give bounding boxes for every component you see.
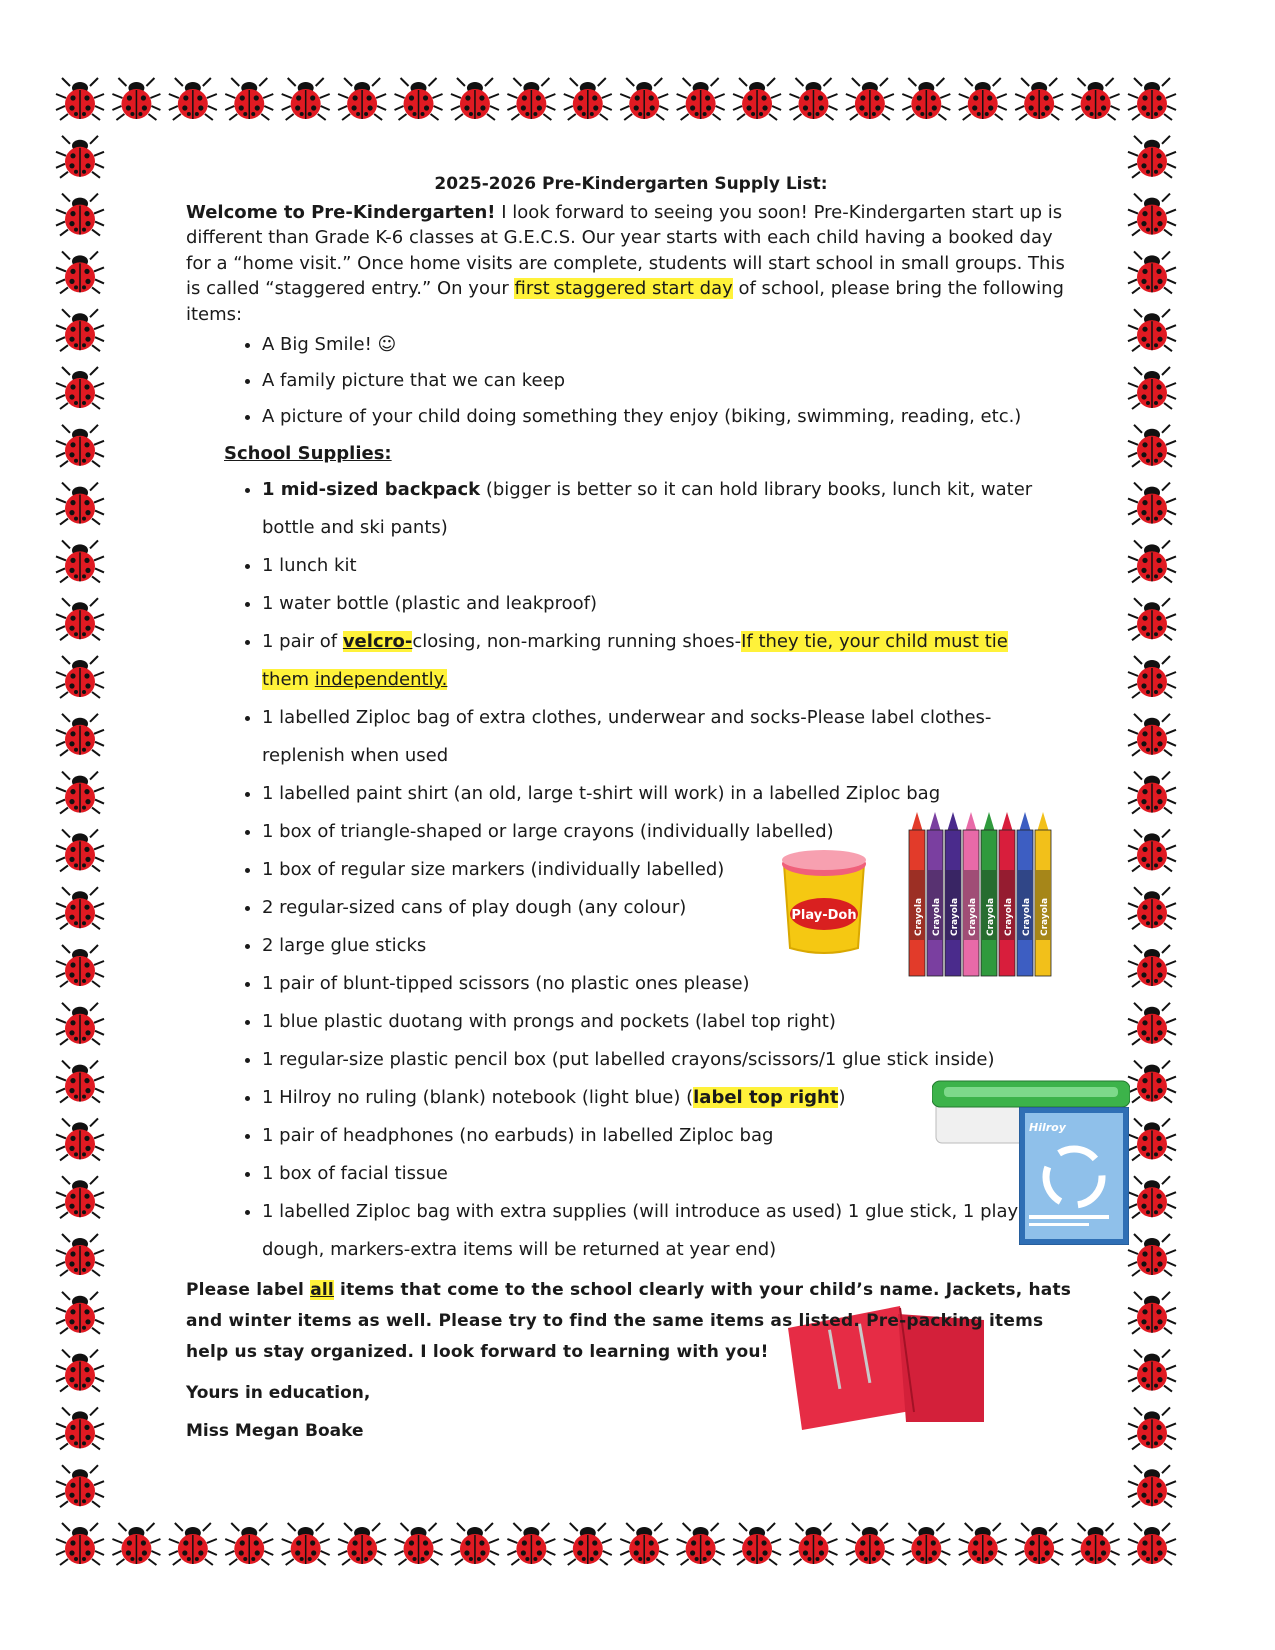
ladybug-icon <box>56 1523 104 1565</box>
ladybug-icon <box>56 1407 104 1449</box>
crayon-label: Crayola <box>1040 897 1050 936</box>
intro-paragraph <box>186 200 1076 328</box>
ladybug-icon <box>1015 78 1063 120</box>
ladybug-icon <box>1128 1407 1176 1449</box>
ladybug-icon <box>1072 1523 1120 1565</box>
ladybug-icon <box>56 425 104 467</box>
ladybug-icon <box>902 1523 950 1565</box>
school-supplies-heading: School Supplies: <box>224 443 392 464</box>
crayon-label: Crayola <box>1022 897 1032 936</box>
ladybug-icon <box>56 1003 104 1045</box>
ladybug-icon <box>1128 1061 1176 1103</box>
notebook-brand-text: Hilroy <box>1029 1121 1066 1134</box>
ladybug-icon <box>1128 309 1176 351</box>
ladybug-icon <box>451 78 499 120</box>
crayon-label: Crayola <box>932 897 942 936</box>
notebook-highlight: label top right <box>693 1086 839 1108</box>
yours-in-education: Yours in education, <box>186 1382 371 1403</box>
ladybug-icon <box>620 1523 668 1565</box>
list-item: • 1 blue plastic duotang with prongs and pockets (label top right) <box>262 1003 1076 1041</box>
list-item: • 1 pair of headphones (no earbuds) in labelled Ziploc bag <box>262 1117 1076 1155</box>
shoes-text-b: closing, non-marking running shoes- <box>412 630 742 652</box>
ladybug-icon <box>1072 78 1120 120</box>
crayon-label: Crayola <box>986 897 996 936</box>
ladybug-icon <box>1015 1523 1063 1565</box>
ladybug-icon <box>902 78 950 120</box>
list-item: • 1 water bottle (plastic and leakproof) <box>262 585 1076 623</box>
ladybug-icon <box>620 78 668 120</box>
ladybug-icon <box>56 1350 104 1392</box>
ladybug-icon <box>1128 367 1176 409</box>
ladybug-icon <box>564 78 612 120</box>
ladybug-icon <box>1128 1234 1176 1276</box>
ladybug-icon <box>56 367 104 409</box>
ladybug-icon <box>959 78 1007 120</box>
list-item: • 1 regular-size plastic pencil box (put labelled crayons/scissors/1 glue stick inside) <box>262 1041 1076 1079</box>
ladybug-icon <box>1128 1465 1176 1507</box>
ladybug-icon <box>1128 829 1176 871</box>
ladybug-icon <box>1128 251 1176 293</box>
page-title: 2025-2026 Pre-Kindergarten Supply List: <box>434 174 828 194</box>
ladybug-icon <box>959 1523 1007 1565</box>
closing-section <box>186 1275 1076 1450</box>
ladybug-icon <box>1128 945 1176 987</box>
intro-text-2: of school, please bring the following items: <box>186 278 1064 325</box>
ladybug-icon <box>56 598 104 640</box>
ladybug-icon <box>789 78 837 120</box>
crayon-label: Crayola <box>950 897 960 936</box>
ladybug-icon <box>56 483 104 525</box>
ladybug-icon <box>56 136 104 178</box>
welcome-text: Welcome to Pre-Kindergarten! <box>186 201 496 223</box>
ladybug-icon <box>282 78 330 120</box>
crayon-label: Crayola <box>1004 897 1014 936</box>
ladybug-icon <box>677 78 725 120</box>
ladybug-icon <box>56 945 104 987</box>
list-item: • 2 large glue sticks <box>262 927 1076 965</box>
notebook-text-a: 1 Hilroy no ruling (blank) notebook (light blue) ( <box>262 1086 694 1108</box>
ladybug-icon <box>1128 483 1176 525</box>
ladybug-icon <box>56 78 104 120</box>
ladybug-icon <box>1128 714 1176 756</box>
list-item: • 1 box of facial tissue <box>262 1155 1076 1193</box>
ladybug-icon <box>846 1523 894 1565</box>
ladybug-icon <box>1128 78 1176 120</box>
crayon-label: Crayola <box>914 897 924 936</box>
notebook-text-b: ) <box>838 1086 846 1108</box>
ladybug-icon <box>112 1523 160 1565</box>
ladybug-icon <box>677 1523 725 1565</box>
ladybug-icon <box>338 78 386 120</box>
ladybug-icon <box>282 1523 330 1565</box>
ladybug-icon <box>225 1523 273 1565</box>
ladybug-icon <box>1128 194 1176 236</box>
crayon-label: Crayola <box>968 897 978 936</box>
ladybug-icon <box>56 1061 104 1103</box>
shoes-highlight-2: independently. <box>314 668 448 690</box>
list-item: • A family picture that we can keep <box>262 367 1076 395</box>
list-item: • 1 box of triangle-shaped or large crayons (individually labelled) <box>262 813 1076 851</box>
ladybug-icon <box>56 251 104 293</box>
ladybug-icon <box>56 194 104 236</box>
ladybug-icon <box>507 1523 555 1565</box>
ladybug-icon <box>451 1523 499 1565</box>
list-item: • A picture of your child doing something they enjoy (biking, swimming, reading, etc.) <box>262 403 1076 431</box>
shoes-velcro: velcro- <box>342 630 413 652</box>
list-item: • 1 box of regular size markers (individually labelled) <box>262 851 1076 889</box>
intro-text-1: I look forward to seeing you soon! Pre-Kindergarten start up is different than Grade K-6 classes at G.E.C.S. Our year starts with each child having a booked day for a “home visit.” Once home visits are complete, students will start school in small groups. This is called “staggered entry.” On your <box>186 201 1065 299</box>
closing-paragraph <box>186 1275 1076 1368</box>
list-item: • 1 lunch kit <box>262 547 1076 585</box>
ladybug-icon <box>56 1292 104 1334</box>
ladybug-icon <box>507 78 555 120</box>
ladybug-icon <box>1128 598 1176 640</box>
ladybug-icon <box>56 829 104 871</box>
ladybug-icon <box>1128 772 1176 814</box>
list-item: • 2 regular-sized cans of play dough (any colour) <box>262 889 1076 927</box>
ladybug-icon <box>56 1176 104 1218</box>
ladybug-icon <box>846 78 894 120</box>
ladybug-icon <box>1128 656 1176 698</box>
ladybug-icon <box>56 1234 104 1276</box>
ladybug-icon <box>56 309 104 351</box>
ladybug-icon <box>395 78 443 120</box>
shoes-text-a: 1 pair of <box>262 630 343 652</box>
ladybug-icon <box>1128 540 1176 582</box>
backpack-rest: (bigger is better so it can hold library books, lunch kit, water bottle and ski pants) <box>262 478 1033 538</box>
closing-text-a: Please label <box>186 1279 311 1300</box>
backpack-bold: 1 mid-sized backpack <box>262 478 481 500</box>
list-item: • A Big Smile! ☺ <box>262 331 1076 359</box>
school-supplies-list <box>186 471 1076 1269</box>
ladybug-icon <box>56 1465 104 1507</box>
supply-list-document <box>186 172 1076 1450</box>
ladybug-icon <box>1128 1176 1176 1218</box>
play-doh-logo-text: Play-Doh <box>791 908 857 923</box>
ladybug-icon <box>1128 1292 1176 1334</box>
closing-all: all <box>310 1279 334 1300</box>
list-item: • 1 labelled Ziploc bag of extra clothes, underwear and socks-Please label clothes-replenish when used <box>262 699 1022 775</box>
ladybug-icon <box>1128 425 1176 467</box>
ladybug-icon <box>56 714 104 756</box>
ladybug-icon <box>733 1523 781 1565</box>
ladybug-icon <box>1128 1350 1176 1392</box>
ladybug-icon <box>1128 887 1176 929</box>
ladybug-icon <box>225 78 273 120</box>
shoes-highlight-1: If they tie, your child must tie them <box>262 630 1008 690</box>
ladybug-icon <box>1128 1118 1176 1160</box>
ladybug-icon <box>169 1523 217 1565</box>
teacher-name: Miss Megan Boake <box>186 1420 364 1441</box>
list-item <box>262 623 1022 699</box>
ladybug-icon <box>564 1523 612 1565</box>
list-item <box>262 1079 1076 1117</box>
ladybug-icon <box>1128 1523 1176 1565</box>
list-item: • 1 labelled Ziploc bag with extra supplies (will introduce as used) 1 glue stick, 1 play dough, markers-extra items will be returned at year end) <box>262 1193 1022 1269</box>
intro-highlight: first staggered start day <box>514 278 733 299</box>
ladybug-icon <box>169 78 217 120</box>
ladybug-icon <box>56 772 104 814</box>
ladybug-icon <box>56 656 104 698</box>
list-item <box>262 471 1042 547</box>
first-day-items-list <box>186 331 1076 431</box>
list-item: • 1 pair of blunt-tipped scissors (no plastic ones please) <box>262 965 1076 1003</box>
list-item: • 1 labelled paint shirt (an old, large t-shirt will work) in a labelled Ziploc bag <box>262 775 1076 813</box>
ladybug-icon <box>1128 1003 1176 1045</box>
ladybug-icon <box>56 1118 104 1160</box>
ladybug-icon <box>733 78 781 120</box>
ladybug-icon <box>338 1523 386 1565</box>
ladybug-icon <box>789 1523 837 1565</box>
ladybug-icon <box>112 78 160 120</box>
ladybug-icon <box>1128 136 1176 178</box>
closing-text-b: items that come to the school clearly with your child’s name. Jackets, hats and winter items as well. Please try to find the same items as listed. Pre-packing items help us stay organized. I look forward to learning with you! <box>186 1279 1072 1362</box>
ladybug-icon <box>56 887 104 929</box>
ladybug-icon <box>56 540 104 582</box>
ladybug-icon <box>395 1523 443 1565</box>
